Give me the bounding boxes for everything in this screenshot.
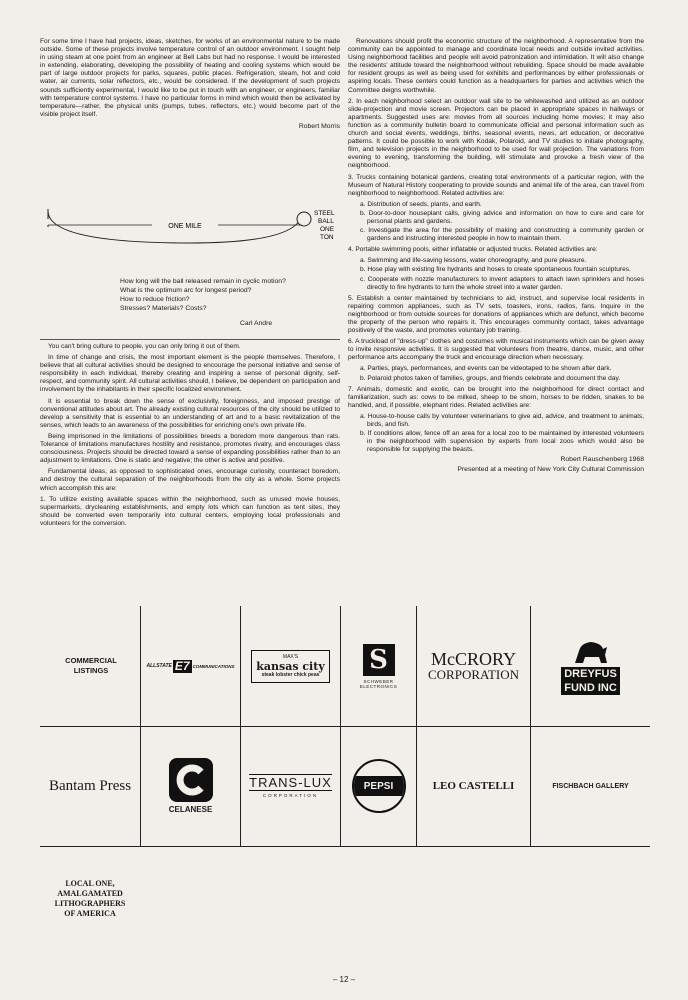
kansas-max: MAX'S	[282, 653, 299, 660]
morris-text: For some time I have had projects, ideas, sketches, for works of an environmental nature to be made outside. Some of these projects involve temperature control of an outdoor environment. I sought help in using steam at one point from an engineer at Bell Labs but had no response. I would be interested in extending, elaborating, developing the possibility of heating and cooling systems which would be part of large outdoor projects for parks, squares, public places. Refrigeration, steam, hot and cold water, air currents, solar reflectors, etc., would be considered. If the development of such projects sounds sufficiently experimental, I would like to be put in touch with an engineer, or engineers, familiar with temperature control systems. I have no particular forms in mind which would then be activated by temperature—rather, the physical units (pumps, tubes, reflectors, etc.) would become part of the visible project itself.	[40, 38, 340, 118]
page-number: – 12 –	[332, 975, 356, 984]
ball-label-1: STEEL	[314, 210, 335, 217]
allstate-logo	[140, 606, 240, 726]
andre-q1: How long will the ball released remain in cyclic motion?	[120, 278, 286, 285]
local-one-line4: OF AMERICA	[64, 909, 116, 918]
local-one-line2: AMALGAMATED	[57, 889, 123, 898]
kansas-name: kansas city	[256, 659, 325, 673]
rr-p5: 5. Establish a center maintained by technicians to aid, instruct, and supervise local residents in repairing common appliances, such as TV sets, toasters, irons, radios, fans. Inquire in the neighborhood or from outside sources for donations of appliances which are defunct, which become the property of the person who repairs it. This encourages community contact, takes advantage positively of the waste, and promotes voluntary job training.	[348, 294, 644, 335]
rr-p3c: c. Investigate the area for the possibility of making and constructing a community garden or gardens and instructing interested people in how to maintain them.	[360, 227, 644, 243]
rr-p4: 4. Portable swimming pools, either inflatable or adjusted trucks. Related activities are:	[348, 246, 598, 254]
bantam-press	[40, 726, 140, 846]
andre-q2: What is the optimum arc for longest period?	[120, 287, 252, 294]
allstate-text: ALLSTATE	[146, 663, 172, 669]
lion-icon	[571, 637, 611, 667]
rauschenberg-left	[40, 343, 340, 531]
rr-p7: 7. Animals, domestic and exotic, can be brought into the neighborhood for direct contact and familiarization, such as: cows to be milked, sheep to be shorn, horses to be ridden, snakes to be handled, and, if possible, elephant rides. Related activities are:	[348, 385, 644, 409]
communications-text: COMMUNICATIONS	[192, 663, 235, 669]
section-divider	[40, 339, 340, 340]
rauschenberg-p4: Being imprisoned in the limitations of possibilities breeds a boredom more dangerous than rats. Tolerance of limitations manufactures hostility and resistance, promotes rivalry, and encourages class consciousness. Projects should be directed toward a sense of expanding possibilities rather than to an adjustment to limitations. One is static and negative; the other is active and positive.	[40, 432, 340, 465]
morris-statement	[40, 38, 340, 131]
steel-ball-icon	[297, 212, 311, 226]
andre-signature: Carl Andre	[240, 320, 273, 327]
distance-label: ONE MILE	[168, 223, 202, 230]
andre-questions	[120, 277, 340, 313]
local-one-lithographers	[40, 846, 140, 952]
mccrory-logo	[416, 606, 530, 726]
rauschenberg-p3: It is essential to break down the sense of exclusivity, foreignness, and imposed prestige of conventional attitudes about art. The already existing cultural resources of the city should be utilized to develop a sensitivity that is essential to an understanding of art and to a basic revitalization of the senses, which leads to an awareness of the possibilities for enriching one's own private life.	[40, 397, 340, 429]
rauschenberg-p6: 1. To utilize existing available spaces within the neighborhood, such as unused movie houses, supermarkets, drycleaning establishments, and empty lots which can function as tent sites, they should be converted even temporarily into cultural centers, employing local professionals and volunteers for the conversion.	[40, 495, 340, 527]
pepsi-cap-icon	[352, 759, 406, 813]
schweber-s-icon: S	[363, 644, 395, 676]
kansas-tagline: steak lobster chick peas	[261, 671, 320, 678]
rr-p2: 2. In each neighborhood select an outdoor wall site to be whitewashed and utilized as an outdoor slide-projection and movie screen. Projectors can be placed in appropriate spaces in hallways or apartments. Suggested uses are: movies from all sources including home movies; it may also function as a community bulletin board to communicate official and personal information such as church and social events, weddings, births, seasonal events, news, art education, or decorative patterns. It could be possible to work with Kodak, Polaroid, and TV studios to initiate photography, film, and television projects in the neighborhood to be used for wall projection. The variations from evening to evening, transforming the building, will stimulate and provoke a fresh view of the neighborhood.	[348, 97, 644, 170]
schweber-electronics: ELECTRONICS	[359, 683, 398, 689]
pepsi-name: PEPSI	[363, 780, 394, 792]
commercial-listings	[40, 606, 140, 726]
celanese-name: CELANESE	[168, 805, 213, 814]
schweber-logo	[340, 606, 416, 726]
rauschenberg-p1: You can't bring culture to people, you can only bring it out of them.	[48, 343, 241, 350]
rr-p6b: b. Polaroid photos taken of families, groups, and friends celebrate and document the day.	[360, 374, 621, 382]
rauschenberg-p2: In time of change and crisis, the most important element is the people themselves. Therefore, I believe that all cultural activities should be designed to encourage the personal initiative and sense of responsibility in each individual, thereby creating and inspiring a sense of personal dignity, self-respect, and community spirit. All cultural activities should, I believe, be dependent on participation and involvement by the inhabitants in their specific localized environment.	[40, 354, 340, 394]
andre-q3: How to reduce friction?	[120, 296, 190, 303]
rauschenberg-right	[348, 38, 644, 474]
bantam-label: Bantam Press	[48, 777, 132, 794]
rr-p6: 6. A truckload of "dress-up" clothes and costumes with musical instruments which can be given away to invite responsive activities. It is suggested that volunteers from theatre, dance, music, and other performance arts accompany the truck and encourage direction when necessary.	[348, 338, 644, 362]
celanese-c-icon	[169, 758, 213, 802]
fischbach-label: FISCHBACH GALLERY	[552, 782, 629, 790]
kansas-city-logo	[240, 606, 340, 726]
translux-corp: CORPORATION	[262, 793, 319, 798]
steel-ball-diagram	[40, 205, 340, 275]
dreyfus-name: DREYFUS	[561, 667, 620, 681]
sponsor-grid	[40, 606, 650, 952]
dreyfus-fund: FUND INC	[561, 681, 620, 695]
celanese-logo	[140, 726, 240, 846]
presented-note: Presented at a meeting of New York City Cultural Commission	[457, 465, 644, 473]
ball-label-3: ONE	[320, 226, 335, 233]
castelli-label: LEO CASTELLI	[432, 780, 515, 792]
morris-signature: Robert Morris	[298, 122, 340, 130]
translux-logo	[240, 726, 340, 846]
rauschenberg-signature: Robert Rauschenberg 1968	[560, 456, 644, 464]
rr-p4c: c. Cooperate with nozzle manufacturers to invent adapters to attach lawn sprinklers and hoses directly to fire hydrants to turn the whole street into a water garden.	[360, 275, 644, 291]
leo-castelli	[416, 726, 530, 846]
rr-p3: 3. Trucks containing botanical gardens, creating total environments of a particular region, with the Museum of Natural History cooperating to provide sounds and animal life of the area, can travel from neighborhood to neighborhood. Related activities are:	[348, 173, 644, 197]
ea-mark-icon: E7	[174, 658, 190, 673]
rr-p4a: a. Swimming and life-saving lessons, water choreography, and pure pleasure.	[360, 257, 587, 265]
rr-p3a: a. Distribution of seeds, plants, and earth.	[360, 200, 482, 208]
andre-q4: Stresses? Materials? Costs?	[120, 305, 207, 312]
commercial-listings-label: COMMERCIAL LISTINGS	[65, 656, 117, 675]
local-one-line1: LOCAL ONE,	[65, 879, 115, 888]
rauschenberg-p5: Fundamental ideas, as opposed to sophisticated ones, encourage curiosity, counteract boredom, and destroy the cultural separation of the neighborhoods from the city as a whole. Some projects which accomplish this are:	[40, 468, 340, 492]
translux-name: TRANS-LUX	[249, 775, 332, 790]
fischbach-gallery	[530, 726, 650, 846]
rr-p7b: b. If conditions allow, fence off an area for a local zoo to be maintained by interested volunteers in the neighborhood with supervision by experts from local zoos which would also be responsible for supplying the beasts.	[360, 430, 644, 454]
pepsi-logo	[340, 726, 416, 846]
rr-p1: Renovations should profit the economic structure of the neighborhood. A representative from the community can be appointed to manage and coordinate local needs and outside invited activities. Using neighborhood facilities and people will avoid patronization and intimidation. It will also change the residents' attitude toward the neighborhood without rebuilding. Space should be made available for resident groups as well as being used for exhibits and performances by either professionals or aspiring locals. These centers could function as a headquarters for parties and activities which the Committee deigns worthwhile.	[348, 38, 644, 94]
rr-p4b: b. Hose play with existing fire hydrants and hoses to create spontaneous fountain sculptures.	[360, 266, 631, 274]
dreyfus-logo	[530, 606, 650, 726]
mccrory-name: McCRORY	[430, 649, 517, 669]
ball-label-4: TON	[320, 234, 334, 241]
ball-label-2: BALL	[318, 218, 334, 225]
rr-p7a: a. House-to-house calls by volunteer veterinarians to give aid, advice, and treatment to animals, birds, and fish.	[360, 412, 644, 429]
rr-p6a: a. Parties, plays, performances, and events can be videotaped to be shown after dark.	[360, 365, 612, 373]
schweber-name: SCHWEBER	[363, 678, 394, 684]
local-one-line3: LITHOGRAPHERS	[54, 899, 126, 908]
mccrory-corp: CORPORATION	[427, 667, 519, 682]
rr-p3b: b. Door-to-door houseplant calls, giving advice and information on how to cure and care for personal plants and gardens.	[360, 209, 644, 225]
